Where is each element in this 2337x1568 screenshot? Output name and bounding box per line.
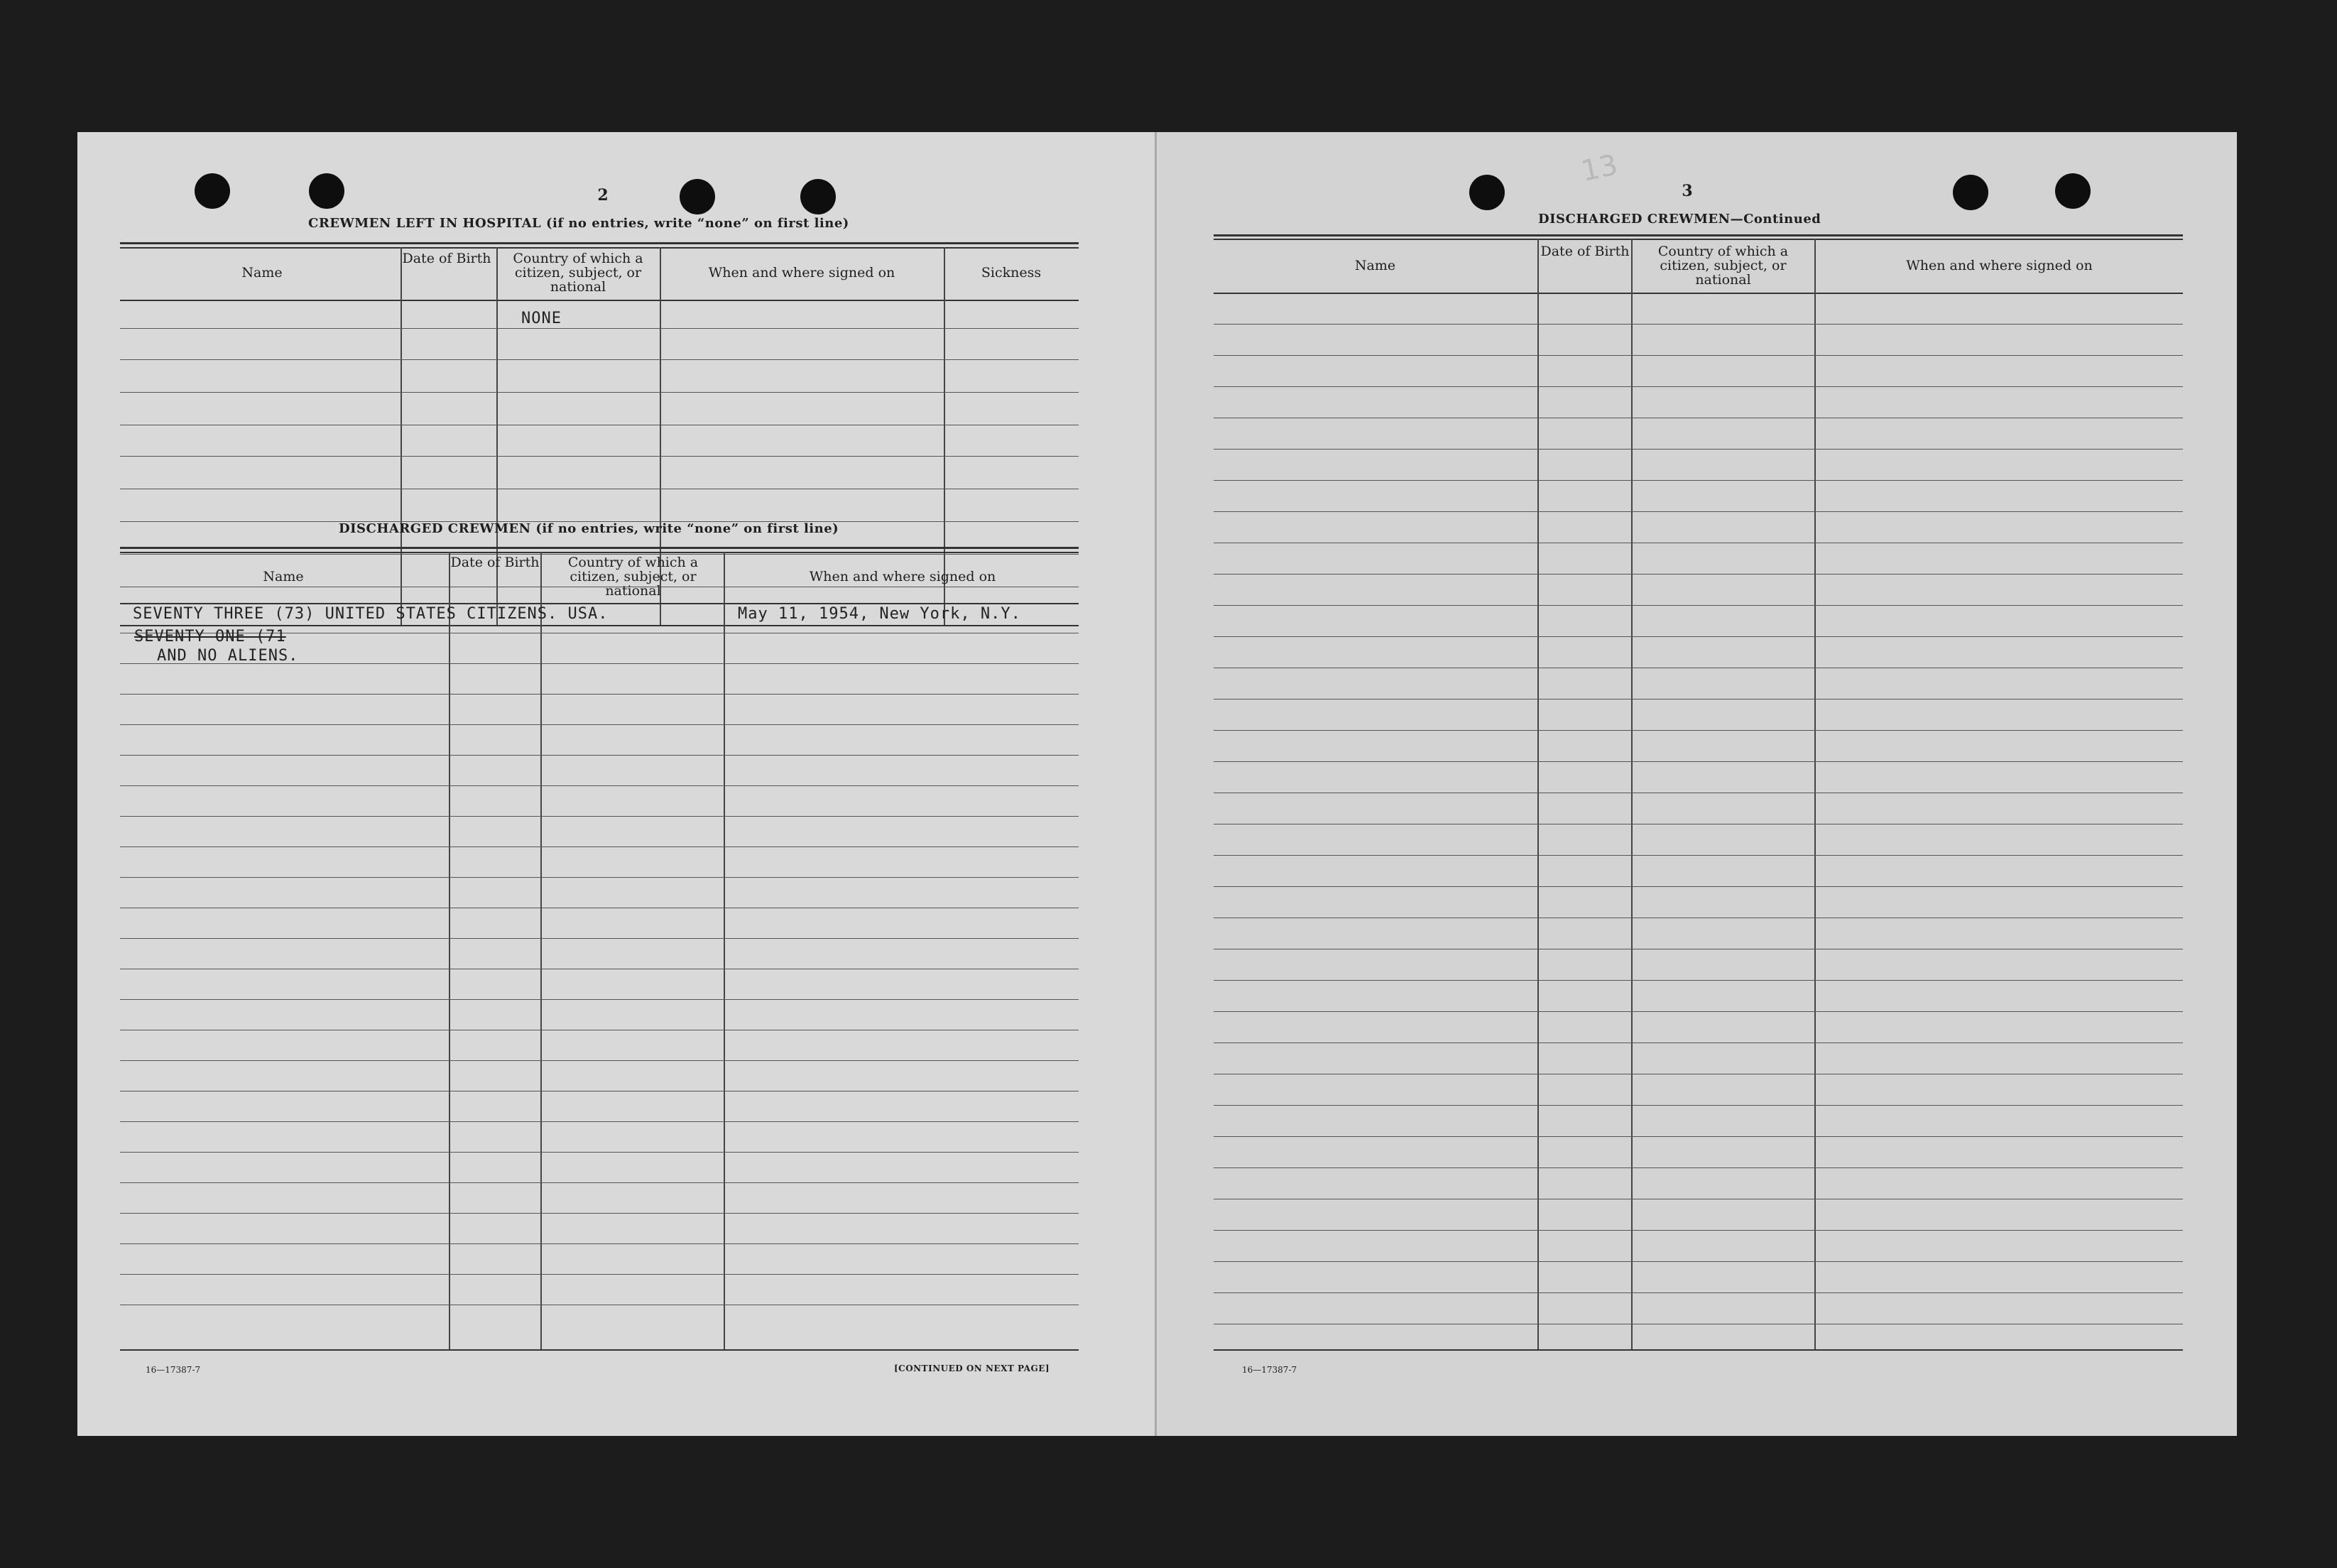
form-number: 16—17387-7: [1242, 1365, 1297, 1375]
hospital-col-dob: Date of Birth: [402, 251, 491, 266]
punch-hole: [195, 173, 230, 209]
section-title: DISCHARGED CREWMEN—Continued: [1538, 212, 1821, 227]
discharged-col-country: Country of which a citizen, subject, or national: [567, 555, 699, 599]
col-dob: Date of Birth: [1540, 244, 1630, 259]
hospital-col-country: Country of which a citizen, subject, or national: [513, 251, 643, 295]
punch-hole: [680, 179, 715, 214]
page-number: 2: [597, 186, 609, 205]
col-country: Country of which a citizen, subject, or national: [1657, 244, 1789, 288]
discharged-entry-struck: SEVENTY ONE (71: [134, 628, 286, 646]
discharged-entry-signed: May 11, 1954, New York, N.Y.: [738, 605, 1021, 623]
discharged-entry-line1: SEVENTY THREE (73) UNITED STATES CITIZENS. USA.: [133, 605, 609, 623]
hospital-col-sickness: Sickness: [981, 265, 1042, 281]
punch-hole: [1953, 175, 1988, 210]
discharged-col-dob: Date of Birth: [450, 555, 540, 570]
hospital-section-title: CREWMEN LEFT IN HOSPITAL (if no entries, write “none” on first line): [308, 216, 849, 231]
discharged-section-title: DISCHARGED CREWMEN (if no entries, write “none” on first line): [339, 521, 839, 536]
col-signed: When and where signed on: [1906, 258, 2093, 273]
punch-hole: [2055, 173, 2091, 209]
page-number: 3: [1682, 182, 1693, 200]
continued-note: [CONTINUED ON NEXT PAGE]: [894, 1363, 1050, 1373]
discharged-col-signed: When and where signed on: [809, 569, 996, 584]
punch-hole: [309, 173, 344, 209]
hospital-col-signed: When and where signed on: [708, 265, 895, 281]
left-page: [77, 132, 1157, 1436]
discharged-entry-line3: AND NO ALIENS.: [157, 647, 299, 665]
punch-hole: [1469, 175, 1505, 210]
right-page: [1157, 132, 2237, 1436]
hospital-col-name: Name: [241, 265, 283, 281]
stamp-mark: 13: [1578, 148, 1621, 188]
col-name: Name: [1354, 258, 1396, 273]
discharged-col-name: Name: [263, 569, 304, 584]
form-number: 16—17387-7: [146, 1365, 201, 1375]
punch-hole: [800, 179, 836, 214]
hospital-entry: NONE: [521, 310, 562, 327]
